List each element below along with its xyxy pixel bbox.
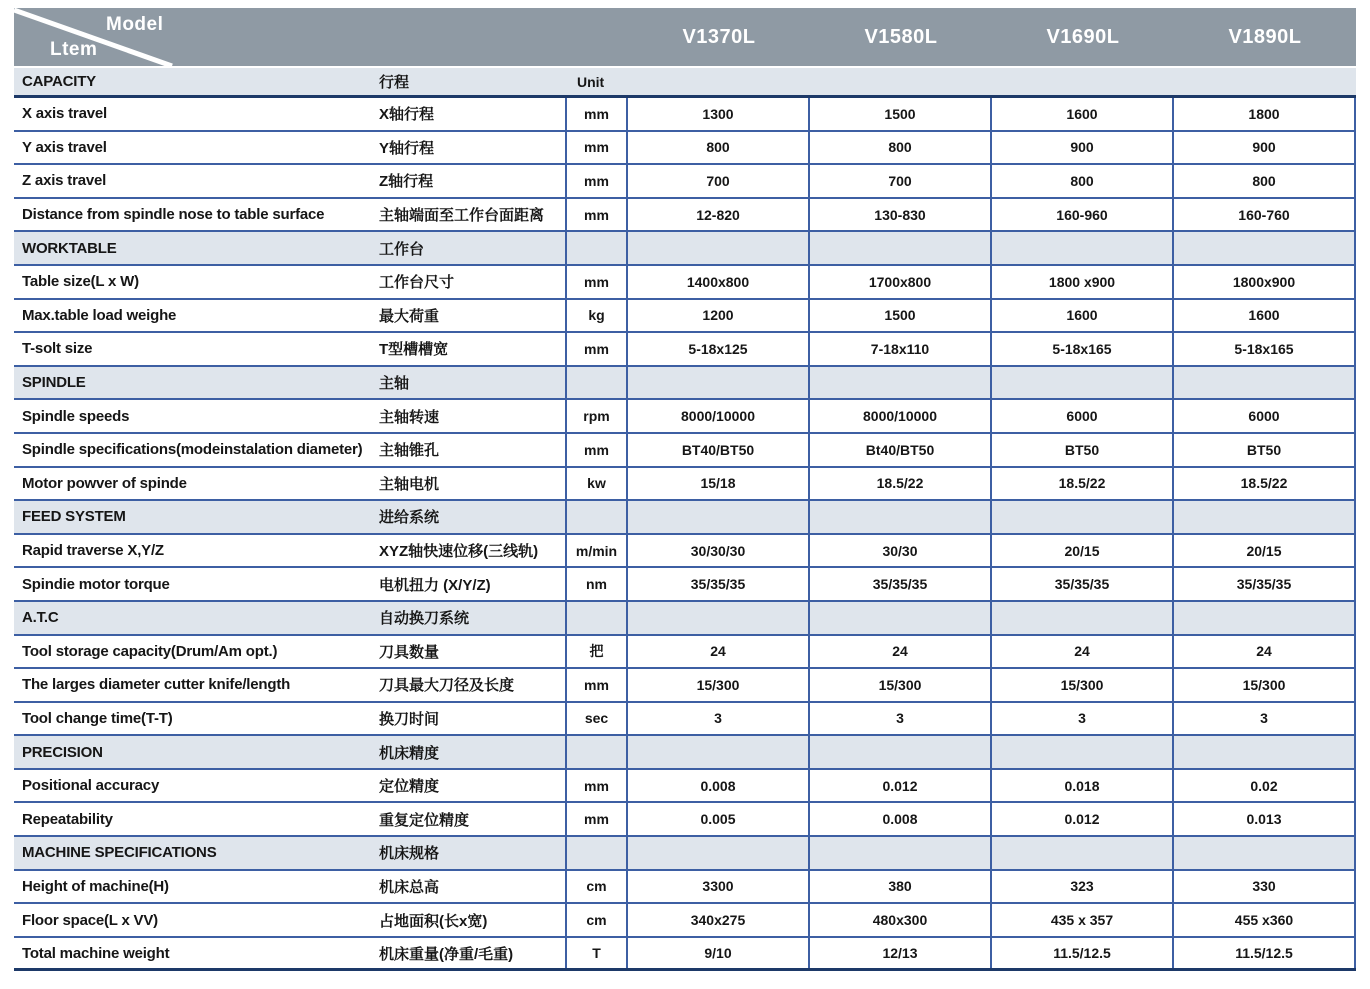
unit-cell: mm [565, 266, 628, 298]
item-name-cell: MACHINE SPECIFICATIONS [22, 844, 217, 862]
model-column-header-3: V1690L [1046, 25, 1120, 48]
value-cell-v1890l: 0.02 [1174, 770, 1356, 802]
value-cell-v1580l [810, 68, 992, 95]
value-cell-v1890l: 1600 [1174, 300, 1356, 332]
value-cell-v1370l [628, 68, 810, 95]
item-name-cell: Distance from spindle nose to table surface [22, 206, 325, 224]
value-cell-v1580l: 7-18x110 [810, 333, 992, 365]
spec-sheet [14, 8, 1356, 971]
item-name-cell: Tool change time(T-T) [22, 709, 173, 727]
value-cell-v1580l: 0.008 [810, 803, 992, 835]
value-cell-v1580l: 15/300 [810, 669, 992, 701]
value-cell-v1690l: 0.012 [992, 803, 1174, 835]
item-name-cell: Spindie motor torque [22, 575, 170, 593]
value-cell-v1370l: 1300 [628, 98, 810, 130]
value-cell-v1580l: 8000/10000 [810, 400, 992, 432]
item-name-zh-cell: T型槽槽宽 [379, 341, 449, 359]
item-name-zh-cell: 机床精度 [379, 744, 440, 762]
item-name-cell: Z axis travel [22, 172, 107, 190]
value-cell-v1690l: 35/35/35 [992, 568, 1174, 600]
item-name-cell: SPINDLE [22, 374, 86, 392]
unit-cell: cm [565, 904, 628, 936]
value-cell-v1580l: 1500 [810, 300, 992, 332]
value-cell-v1890l: 330 [1174, 871, 1356, 903]
unit-cell: 把 [565, 636, 628, 668]
value-cell-v1890l: 900 [1174, 132, 1356, 164]
item-name-zh-cell: 主轴转速 [379, 408, 440, 426]
section-row [14, 837, 1356, 871]
table-body [14, 68, 1356, 971]
item-name-zh-cell: 自动换刀系统 [379, 610, 470, 628]
value-cell-v1370l: 1200 [628, 300, 810, 332]
value-cell-v1690l: 18.5/22 [992, 468, 1174, 500]
value-cell-v1690l [992, 837, 1174, 869]
item-name-zh-cell: 行程 [379, 74, 410, 91]
item-name-cell: The larges diameter cutter knife/length [22, 676, 291, 694]
unit-cell [565, 602, 628, 634]
item-name-cell: PRECISION [22, 743, 103, 761]
value-cell-v1370l: 12-820 [628, 199, 810, 231]
value-cell-v1890l [1174, 501, 1356, 533]
item-name-cell: T-solt size [22, 340, 93, 358]
model-column-header-4: V1890L [1228, 25, 1302, 48]
value-cell-v1370l [628, 736, 810, 768]
value-cell-v1890l: 35/35/35 [1174, 568, 1356, 600]
header-model-label: Model [106, 14, 164, 35]
table-row [14, 770, 1356, 804]
item-name-cell: WORKTABLE [22, 239, 117, 257]
value-cell-v1580l: 0.012 [810, 770, 992, 802]
value-cell-v1580l: 1700x800 [810, 266, 992, 298]
value-cell-v1690l [992, 68, 1174, 95]
unit-cell: mm [565, 98, 628, 130]
item-name-zh-cell: 机床重量(净重/毛重) [379, 945, 514, 963]
value-cell-v1690l: 11.5/12.5 [992, 938, 1174, 969]
value-cell-v1890l: 1800 [1174, 98, 1356, 130]
item-name-cell: Table size(L x W) [22, 273, 139, 291]
value-cell-v1690l: 3 [992, 703, 1174, 735]
item-name-cell: A.T.C [22, 609, 59, 627]
item-name-zh-cell: 工作台 [379, 240, 425, 258]
table-row [14, 468, 1356, 502]
header-item-label: Ltem [50, 39, 98, 60]
table-row [14, 904, 1356, 938]
value-cell-v1370l: BT40/BT50 [628, 434, 810, 466]
value-cell-v1890l: 800 [1174, 165, 1356, 197]
value-cell-v1690l [992, 736, 1174, 768]
value-cell-v1370l [628, 232, 810, 264]
value-cell-v1890l [1174, 68, 1356, 95]
value-cell-v1890l [1174, 602, 1356, 634]
unit-cell: mm [565, 165, 628, 197]
value-cell-v1890l: 0.013 [1174, 803, 1356, 835]
item-name-zh-cell: Y轴行程 [379, 139, 435, 157]
value-cell-v1890l: BT50 [1174, 434, 1356, 466]
value-cell-v1370l: 15/18 [628, 468, 810, 500]
value-cell-v1580l: 24 [810, 636, 992, 668]
item-name-zh-cell: 刀具数量 [379, 643, 440, 661]
item-name-zh-cell: 进给系统 [379, 509, 440, 527]
item-name-zh-cell: 换刀时间 [379, 710, 440, 728]
table-row [14, 132, 1356, 166]
value-cell-v1690l: 24 [992, 636, 1174, 668]
value-cell-v1890l: 5-18x165 [1174, 333, 1356, 365]
value-cell-v1690l: 435 x 357 [992, 904, 1174, 936]
value-cell-v1690l [992, 501, 1174, 533]
item-name-zh-cell: 电机扭力 (X/Y/Z) [379, 576, 491, 594]
unit-cell [565, 736, 628, 768]
value-cell-v1370l: 800 [628, 132, 810, 164]
value-cell-v1890l: 455 x360 [1174, 904, 1356, 936]
value-cell-v1690l: 5-18x165 [992, 333, 1174, 365]
unit-cell: rpm [565, 400, 628, 432]
value-cell-v1370l: 9/10 [628, 938, 810, 969]
table-row [14, 400, 1356, 434]
value-cell-v1890l: 3 [1174, 703, 1356, 735]
value-cell-v1690l: 160-960 [992, 199, 1174, 231]
table-header-row [14, 8, 1356, 66]
value-cell-v1890l: 20/15 [1174, 535, 1356, 567]
value-cell-v1690l: 1600 [992, 98, 1174, 130]
item-name-zh-cell: 主轴电机 [379, 475, 440, 493]
value-cell-v1370l: 1400x800 [628, 266, 810, 298]
table-row [14, 165, 1356, 199]
unit-cell: sec [565, 703, 628, 735]
value-cell-v1370l [628, 501, 810, 533]
item-name-cell: Total machine weight [22, 944, 170, 962]
value-cell-v1580l: 480x300 [810, 904, 992, 936]
value-cell-v1580l: 130-830 [810, 199, 992, 231]
unit-cell: Unit [577, 73, 605, 90]
unit-cell [565, 501, 628, 533]
section-row [14, 602, 1356, 636]
item-name-cell: Repeatability [22, 810, 113, 828]
item-name-cell: CAPACITY [22, 73, 96, 90]
value-cell-v1690l: 15/300 [992, 669, 1174, 701]
value-cell-v1580l [810, 367, 992, 399]
value-cell-v1370l [628, 367, 810, 399]
item-name-cell: Rapid traverse X,Y/Z [22, 542, 164, 560]
section-row [14, 232, 1356, 266]
unit-cell: mm [565, 803, 628, 835]
model-column-header-1: V1370L [682, 25, 756, 48]
item-name-cell: Height of machine(H) [22, 877, 169, 895]
value-cell-v1890l: 6000 [1174, 400, 1356, 432]
unit-cell [565, 837, 628, 869]
value-cell-v1890l: 1800x900 [1174, 266, 1356, 298]
value-cell-v1370l: 0.005 [628, 803, 810, 835]
value-cell-v1370l: 35/35/35 [628, 568, 810, 600]
model-column-header-2: V1580L [864, 25, 938, 48]
value-cell-v1370l: 8000/10000 [628, 400, 810, 432]
value-cell-v1690l: 6000 [992, 400, 1174, 432]
item-name-zh-cell: 刀具最大刀径及长度 [379, 677, 515, 695]
table-row [14, 703, 1356, 737]
value-cell-v1890l: 15/300 [1174, 669, 1356, 701]
item-name-zh-cell: 机床总高 [379, 878, 440, 896]
item-name-cell: Tool storage capacity(Drum/Am opt.) [22, 642, 278, 660]
unit-cell: mm [565, 669, 628, 701]
value-cell-v1690l: 800 [992, 165, 1174, 197]
value-cell-v1890l: 160-760 [1174, 199, 1356, 231]
value-cell-v1370l: 15/300 [628, 669, 810, 701]
table-row [14, 636, 1356, 670]
item-name-zh-cell: 机床规格 [379, 845, 440, 863]
section-row [14, 367, 1356, 401]
table-row [14, 266, 1356, 300]
item-name-cell: Spindle speeds [22, 407, 130, 425]
table-row [14, 434, 1356, 468]
value-cell-v1370l [628, 837, 810, 869]
item-name-zh-cell: 主轴锥孔 [379, 442, 440, 460]
table-row [14, 333, 1356, 367]
value-cell-v1370l: 340x275 [628, 904, 810, 936]
table-row [14, 535, 1356, 569]
table-row [14, 98, 1356, 132]
item-name-zh-cell: 定位精度 [379, 778, 440, 796]
value-cell-v1370l [628, 602, 810, 634]
section-row [14, 68, 1356, 98]
value-cell-v1690l: 20/15 [992, 535, 1174, 567]
section-row [14, 501, 1356, 535]
item-name-zh-cell: 最大荷重 [379, 307, 440, 325]
item-name-cell: Floor space(L x VV) [22, 911, 158, 929]
value-cell-v1690l: 1800 x900 [992, 266, 1174, 298]
value-cell-v1580l: 12/13 [810, 938, 992, 969]
value-cell-v1690l: 900 [992, 132, 1174, 164]
value-cell-v1580l: 380 [810, 871, 992, 903]
item-name-zh-cell: 主轴端面至工作台面距离 [379, 207, 545, 225]
value-cell-v1690l [992, 232, 1174, 264]
item-name-cell: Positional accuracy [22, 777, 160, 795]
table-row [14, 568, 1356, 602]
item-name-cell: Max.table load weighe [22, 306, 177, 324]
unit-cell [565, 232, 628, 264]
table-row [14, 300, 1356, 334]
table-row [14, 669, 1356, 703]
value-cell-v1580l [810, 736, 992, 768]
unit-cell [565, 367, 628, 399]
value-cell-v1580l: 1500 [810, 98, 992, 130]
unit-cell: kg [565, 300, 628, 332]
value-cell-v1580l: Bt40/BT50 [810, 434, 992, 466]
value-cell-v1890l: 11.5/12.5 [1174, 938, 1356, 969]
value-cell-v1580l [810, 501, 992, 533]
value-cell-v1580l: 700 [810, 165, 992, 197]
item-name-cell: FEED SYSTEM [22, 508, 126, 526]
value-cell-v1370l: 5-18x125 [628, 333, 810, 365]
item-name-zh-cell: XYZ轴快速位移(三线轨) [379, 543, 539, 561]
value-cell-v1690l [992, 367, 1174, 399]
unit-cell: mm [565, 199, 628, 231]
value-cell-v1690l [992, 602, 1174, 634]
item-name-zh-cell: 主轴 [379, 375, 410, 393]
unit-cell: mm [565, 770, 628, 802]
item-name-zh-cell: 占地面积(长x宽) [379, 912, 488, 930]
value-cell-v1690l: 323 [992, 871, 1174, 903]
value-cell-v1890l: 24 [1174, 636, 1356, 668]
value-cell-v1890l [1174, 837, 1356, 869]
unit-cell: T [565, 938, 628, 969]
value-cell-v1690l: BT50 [992, 434, 1174, 466]
item-name-zh-cell: 工作台尺寸 [379, 274, 455, 292]
unit-cell: m/min [565, 535, 628, 567]
value-cell-v1580l: 800 [810, 132, 992, 164]
table-row [14, 938, 1356, 972]
unit-cell: kw [565, 468, 628, 500]
value-cell-v1580l: 30/30 [810, 535, 992, 567]
item-name-cell: Y axis travel [22, 138, 107, 156]
item-name-cell: X axis travel [22, 105, 107, 123]
value-cell-v1690l: 0.018 [992, 770, 1174, 802]
table-row [14, 871, 1356, 905]
value-cell-v1580l [810, 837, 992, 869]
unit-cell: cm [565, 871, 628, 903]
table-row [14, 803, 1356, 837]
value-cell-v1370l: 3 [628, 703, 810, 735]
unit-cell: mm [565, 434, 628, 466]
value-cell-v1370l: 24 [628, 636, 810, 668]
value-cell-v1580l: 35/35/35 [810, 568, 992, 600]
value-cell-v1580l: 18.5/22 [810, 468, 992, 500]
unit-cell: nm [565, 568, 628, 600]
table-row [14, 199, 1356, 233]
value-cell-v1890l: 18.5/22 [1174, 468, 1356, 500]
diagonal-header-cell [14, 8, 628, 66]
value-cell-v1580l [810, 602, 992, 634]
value-cell-v1580l: 3 [810, 703, 992, 735]
value-cell-v1370l: 0.008 [628, 770, 810, 802]
item-name-zh-cell: Z轴行程 [379, 173, 434, 191]
unit-cell: mm [565, 132, 628, 164]
item-name-zh-cell: X轴行程 [379, 106, 435, 124]
item-name-zh-cell: 重复定位精度 [379, 811, 470, 829]
item-name-cell: Motor powver of spinde [22, 474, 187, 492]
value-cell-v1890l [1174, 736, 1356, 768]
item-name-cell: Spindle specifications(modeinstalation diameter) [22, 441, 363, 459]
value-cell-v1890l [1174, 367, 1356, 399]
value-cell-v1580l [810, 232, 992, 264]
value-cell-v1370l: 30/30/30 [628, 535, 810, 567]
value-cell-v1890l [1174, 232, 1356, 264]
value-cell-v1370l: 3300 [628, 871, 810, 903]
value-cell-v1690l: 1600 [992, 300, 1174, 332]
section-row [14, 736, 1356, 770]
value-cell-v1370l: 700 [628, 165, 810, 197]
unit-cell: mm [565, 333, 628, 365]
